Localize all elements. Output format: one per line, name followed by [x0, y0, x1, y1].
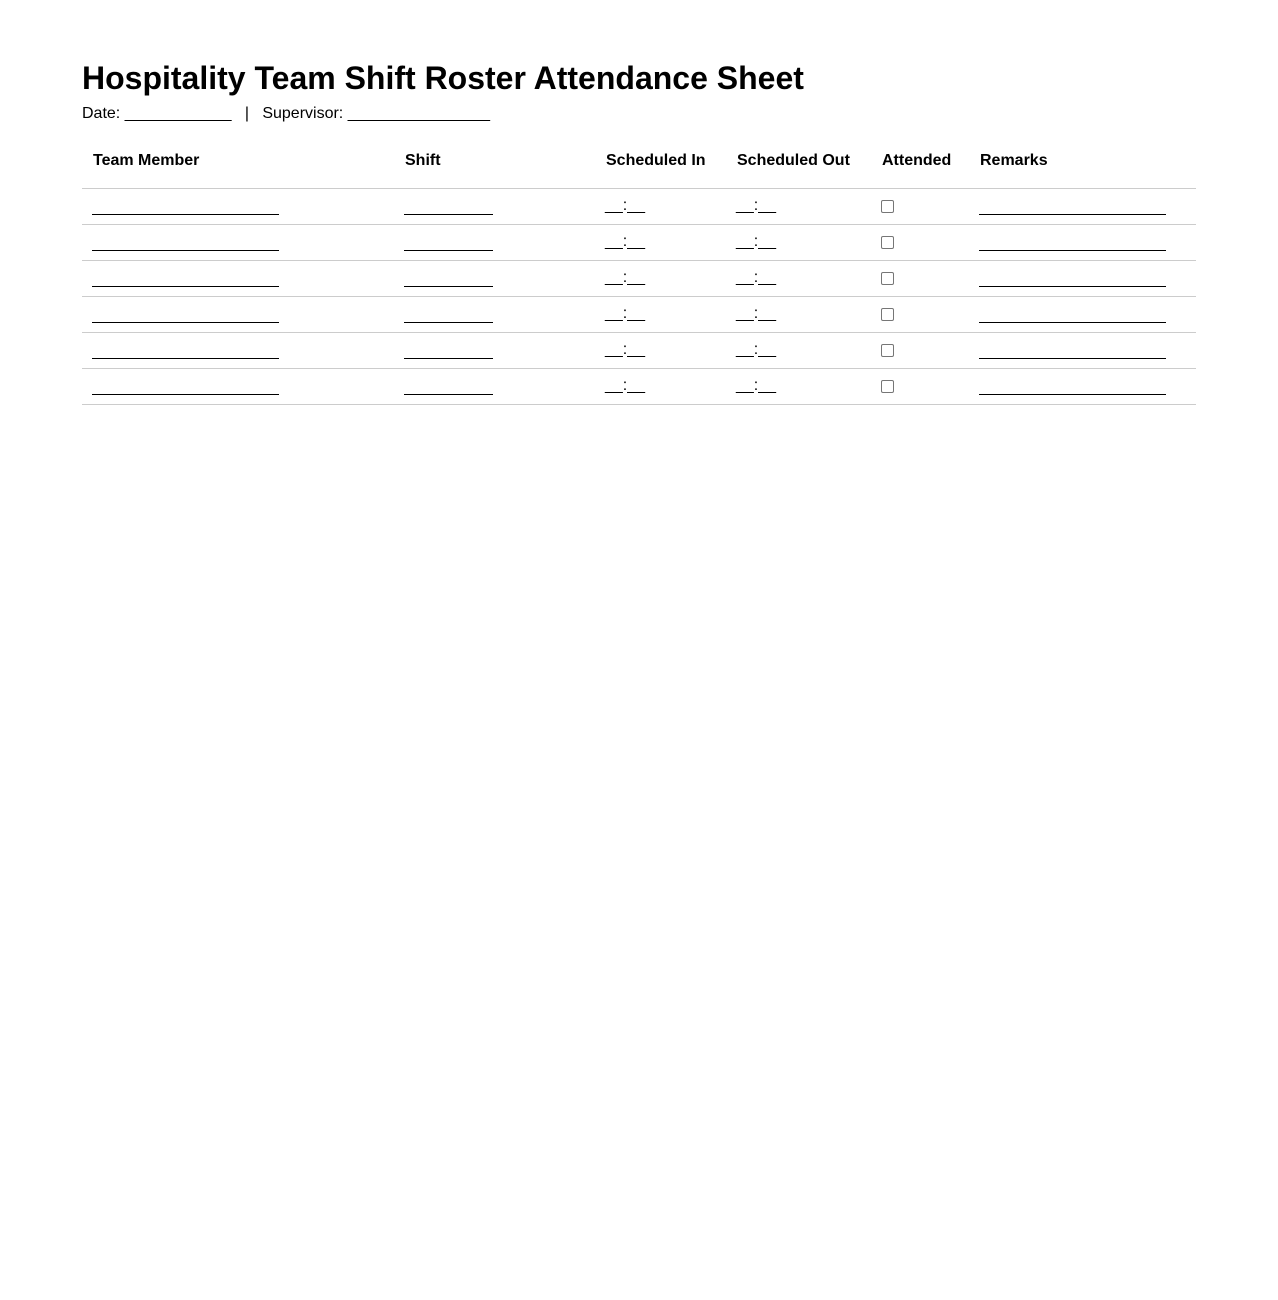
header-scheduled-in: Scheduled In [595, 152, 726, 189]
remarks-field[interactable] [979, 306, 1166, 323]
scheduled-in-cell [595, 225, 726, 261]
scheduled-in-cell [595, 297, 726, 333]
attended-cell [871, 333, 969, 369]
scheduled-in-cell [595, 189, 726, 225]
team-member-field[interactable] [92, 342, 279, 359]
scheduled-in-field[interactable]: __:__ [605, 269, 646, 286]
attended-checkbox[interactable] [881, 272, 894, 285]
attended-cell [871, 225, 969, 261]
roster-table [82, 152, 1196, 405]
attended-checkbox[interactable] [881, 380, 894, 393]
remarks-cell [969, 297, 1196, 333]
scheduled-in-cell [595, 333, 726, 369]
shift-cell [394, 333, 595, 369]
scheduled-out-field[interactable]: __:__ [736, 377, 777, 394]
scheduled-out-field[interactable]: __:__ [736, 269, 777, 286]
team-member-cell [82, 189, 394, 225]
remarks-field[interactable] [979, 198, 1166, 215]
scheduled-out-field[interactable]: __:__ [736, 341, 777, 358]
attended-checkbox[interactable] [881, 236, 894, 249]
scheduled-out-field[interactable]: __:__ [736, 305, 777, 322]
scheduled-in-field[interactable]: __:__ [605, 377, 646, 394]
scheduled-in-field[interactable]: __:__ [605, 233, 646, 250]
team-member-field[interactable] [92, 270, 279, 287]
scheduled-in-field[interactable]: __:__ [605, 197, 646, 214]
remarks-cell [969, 333, 1196, 369]
team-member-field[interactable] [92, 378, 279, 395]
supervisor-field[interactable]: ________________ [347, 105, 491, 122]
page-title: Hospitality Team Shift Roster Attendance Sheet [82, 60, 804, 96]
team-member-cell [82, 333, 394, 369]
shift-cell [394, 369, 595, 405]
team-member-cell [82, 261, 394, 297]
scheduled-out-cell [726, 225, 871, 261]
attended-checkbox[interactable] [881, 344, 894, 357]
scheduled-in-cell [595, 369, 726, 405]
shift-cell [394, 225, 595, 261]
attendance-sheet [82, 56, 1196, 405]
table-row [82, 189, 1196, 225]
shift-field[interactable] [404, 306, 493, 323]
team-member-field[interactable] [92, 306, 279, 323]
remarks-cell [969, 189, 1196, 225]
scheduled-out-cell [726, 261, 871, 297]
roster-body [82, 189, 1196, 405]
remarks-field[interactable] [979, 234, 1166, 251]
remarks-field[interactable] [979, 378, 1166, 395]
sheet-meta [82, 104, 1196, 124]
shift-field[interactable] [404, 198, 493, 215]
team-member-cell [82, 225, 394, 261]
date-label: Date: [82, 105, 121, 122]
meta-separator: | [244, 105, 249, 122]
shift-field[interactable] [404, 342, 493, 359]
attended-cell [871, 297, 969, 333]
remarks-field[interactable] [979, 342, 1166, 359]
scheduled-out-cell [726, 333, 871, 369]
table-header-row [82, 152, 1196, 189]
shift-field[interactable] [404, 378, 493, 395]
scheduled-out-cell [726, 369, 871, 405]
table-row [82, 225, 1196, 261]
scheduled-in-field[interactable]: __:__ [605, 341, 646, 358]
shift-field[interactable] [404, 234, 493, 251]
table-row [82, 369, 1196, 405]
header-shift: Shift [394, 152, 595, 189]
scheduled-in-field[interactable]: __:__ [605, 305, 646, 322]
remarks-cell [969, 369, 1196, 405]
attended-cell [871, 369, 969, 405]
attended-cell [871, 261, 969, 297]
team-member-cell [82, 369, 394, 405]
shift-cell [394, 297, 595, 333]
remarks-cell [969, 261, 1196, 297]
remarks-field[interactable] [979, 270, 1166, 287]
attended-cell [871, 189, 969, 225]
team-member-cell [82, 297, 394, 333]
scheduled-out-cell [726, 189, 871, 225]
table-row [82, 333, 1196, 369]
date-field[interactable]: ____________ [124, 105, 232, 122]
supervisor-label: Supervisor: [262, 105, 344, 122]
scheduled-in-cell [595, 261, 726, 297]
scheduled-out-cell [726, 297, 871, 333]
attended-checkbox[interactable] [881, 308, 894, 321]
scheduled-out-field[interactable]: __:__ [736, 233, 777, 250]
header-remarks: Remarks [969, 152, 1196, 189]
header-team-member: Team Member [82, 152, 394, 189]
remarks-cell [969, 225, 1196, 261]
scheduled-out-field[interactable]: __:__ [736, 197, 777, 214]
shift-cell [394, 189, 595, 225]
header-attended: Attended [871, 152, 969, 189]
team-member-field[interactable] [92, 198, 279, 215]
shift-cell [394, 261, 595, 297]
team-member-field[interactable] [92, 234, 279, 251]
shift-field[interactable] [404, 270, 493, 287]
table-row [82, 297, 1196, 333]
attended-checkbox[interactable] [881, 200, 894, 213]
header-scheduled-out: Scheduled Out [726, 152, 871, 189]
table-row [82, 261, 1196, 297]
